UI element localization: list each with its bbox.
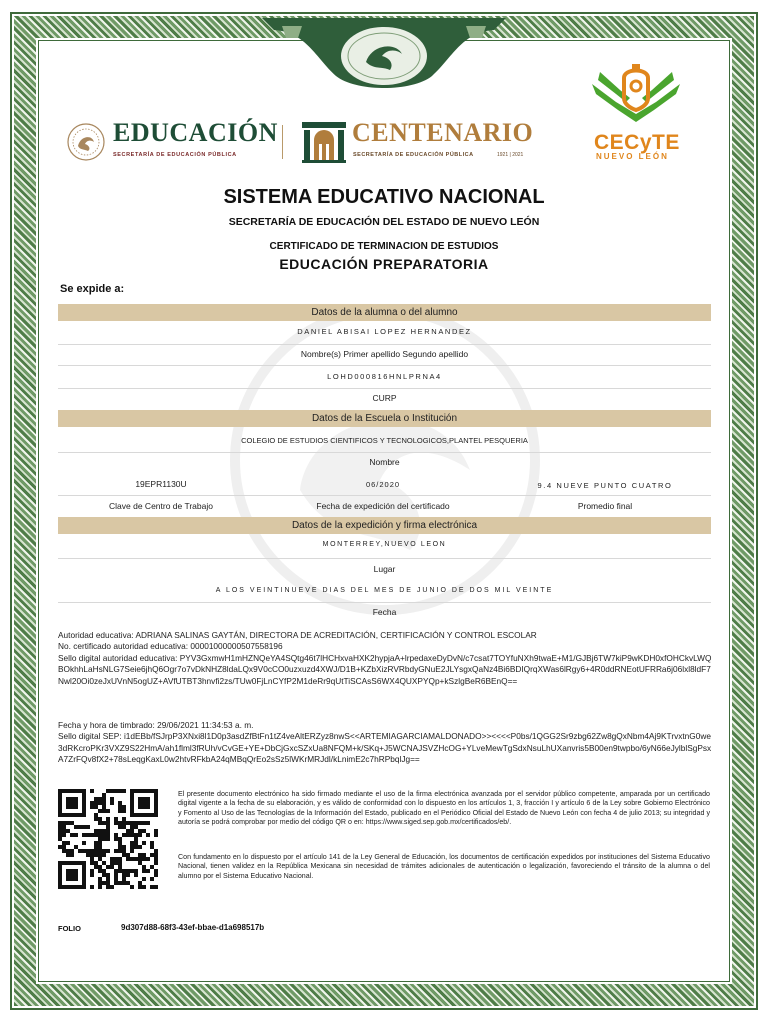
educacion-subtitle: SECRETARÍA DE EDUCACIÓN PÚBLICA <box>113 152 237 158</box>
secretaria-title: SECRETARÍA DE EDUCACIÓN DEL ESTADO DE NUEVO LEÓN <box>228 216 540 228</box>
authority-block <box>58 630 713 687</box>
row-divider <box>58 558 711 559</box>
authority-digital-seal: Sello digital autoridad educativa: PYV3GxmwH1mHZNQeYA4SQtg46t7lHCHxvaHXK2hypjaA+lrpedaxeDyDvN/c7csat7TOYfuNXh9twaE+M1/GJBj6TW7kiP9wKDH0xfOHCkvLWQBOkhhLaHsNLG7Seie6jhQ6Ogr7o7vDkNHZ8ldaLQx9V0cCO0uzxuzd4XWJ/D1B+KZbXizRVRbdyGNuE2JLYsgxQaNz4Bi6BDIQrqXWas6lRgy6+4R0ddRNEotUFRRa6j06lxl8ldF7Nwl20Oi0zeJxUVnN5ogUZ+AVfUTBT3hnvfi2zs/TUw0FjLnCYfP2M1deRr9qUtTiSCAsS6WX4QUXPYQp+kSzlgBeR6BEnQ== <box>58 652 712 686</box>
row-divider <box>58 365 711 366</box>
mexico-coat-of-arms-icon <box>66 120 106 164</box>
education-level-title: EDUCACIÓN PREPARATORIA <box>279 256 489 272</box>
row-divider <box>58 495 711 496</box>
student-section-header: Datos de la alumna o del alumno <box>58 304 711 321</box>
issue-date-text-label: Fecha <box>372 607 397 617</box>
legal-paragraph-validity: Con fundamento en lo dispuesto por el artículo 141 de la Ley General de Educación, los documentos de certificación expedidos por instituciones del Sistema Educativo Nacional, tienen validez en la República Mexicana sin necesidad de trámites adicionales de autenticación o legalización, favoreciendo el tránsito de la alumna o del alumno por el Sistema Educativo Nacional. <box>178 853 710 880</box>
issue-date-label: Fecha de expedición del certificado <box>316 501 450 511</box>
student-name-label: Nombre(s) Primer apellido Segundo apellido <box>300 349 469 359</box>
cecyte-book-logo-icon <box>588 64 684 128</box>
cct-value: 19EPR1130U <box>135 479 187 489</box>
cct-label: Clave de Centro de Trabajo <box>109 501 213 511</box>
stamp-block <box>58 720 713 766</box>
educacion-wordmark: EDUCACIÓN <box>113 118 278 147</box>
average-label: Promedio final <box>577 501 633 511</box>
certificate-title: CERTIFICADO DE TERMINACION DE ESTUDIOS <box>269 241 499 252</box>
average-value: 9.4 NUEVE PUNTO CUATRO <box>537 481 673 490</box>
sep-digital-seal: Sello digital SEP: i1dEBb/fSJrpP3XNxi8l1D0p3asdZfBtFn1tZ4veAltERZyz8nwS<<ARTEMIAGARCIAMALDONADO>><<<<P0bs/1QGG2Sr9zbg62Zw8gQxNbm4Aj9KTrvxtnG0we3dRKcroPKr3VXZ9S22HmA/ah1flml3fRUh/vCvGE+YE+DbCjGxcSZxUa8NFQM+k/SKq+J5WCNAJSVZHcOG+YLveMewTgSdxNsuLhUXanvris5B00en9twpbo/6yN66eJylblSgPsxA7ZrFQv8fX2+78sLeqgKaxL0w2htvRFkbA24qMBqQrEo2sSz5lWKrMRJdl/kLnimE2c7hRPbqlJg== <box>58 731 712 765</box>
authority-name: Autoridad educativa: ADRIANA SALINAS GAYTÁN, DIRECTORA DE ACREDITACIÓN, CERTIFICACIÓN Y CONTROL ESCOLAR <box>58 630 537 640</box>
issue-place-label: Lugar <box>373 564 396 574</box>
curp-value: LOHD000816HNLPRNA4 <box>327 372 442 381</box>
centenario-subtitle: SECRETARÍA DE EDUCACIÓN PÚBLICA <box>353 152 474 158</box>
centenario-building-icon <box>300 120 348 164</box>
row-divider <box>58 388 711 389</box>
cecyte-subtitle: NUEVO LEÓN <box>596 152 669 161</box>
stamp-datetime: Fecha y hora de timbrado: 29/06/2021 11:34:53 a. m. <box>58 720 254 730</box>
folio-label: FOLIO <box>58 924 81 933</box>
row-divider <box>58 452 711 453</box>
centenario-years: 1921 | 2021 <box>497 152 524 158</box>
cecyte-wordmark: CECyTE <box>594 131 680 154</box>
folio-value: 9d307d88-68f3-43ef-bbae-d1a698517b <box>121 923 265 932</box>
school-name-label: Nombre <box>369 457 400 467</box>
legal-paragraph-signature: El presente documento electrónico ha sido firmado mediante el uso de la firma electrónica avanzada por el servidor público competente, amparada por un certificado digital vigente a la fecha de su elaboración, y es válido de conformidad con lo dispuesto en los artículos 1, 3, fracción I y artículo 6 de la Ley sobre Gobierno Electrónico y Fomento al Uso de las Tecnologías de la Información del Estado, publicado en el Periódico Oficial del Estado de Nuevo León con fecha 4 de julio 2013; su integridad y autoría se podrá comprobar por medio del código QR o en: https://www.siged.sep.gob.mx/certificados/eb/. <box>178 790 710 826</box>
row-divider <box>58 344 711 345</box>
issue-place-value: MONTERREY,NUEVO LEON <box>322 541 447 548</box>
system-title: SISTEMA EDUCATIVO NACIONAL <box>223 186 545 208</box>
curp-label: CURP <box>372 393 397 403</box>
centenario-wordmark: CENTENARIO <box>352 118 534 147</box>
national-crest-emblem <box>262 18 506 94</box>
qr-code[interactable] <box>58 789 158 889</box>
issue-date-text-value: A LOS VEINTINUEVE DIAS DEL MES DE JUNIO DE DOS MIL VEINTE <box>215 587 554 594</box>
school-name-value: COLEGIO DE ESTUDIOS CIENTIFICOS Y TECNOLOGICOS,PLANTEL PESQUERIA <box>241 436 528 445</box>
school-section-header: Datos de la Escuela o Institución <box>58 410 711 427</box>
issue-section-header: Datos de la expedición y firma electrónica <box>58 517 711 534</box>
authority-certificate-number: No. certificado autoridad educativa: 00001000000507558196 <box>58 641 283 652</box>
issue-date-value: 06/2020 <box>365 480 401 489</box>
student-name-value: DANIEL ABISAI LOPEZ HERNANDEZ <box>297 327 472 336</box>
header-divider <box>282 125 283 159</box>
row-divider <box>58 602 711 603</box>
expide-label: Se expide a: <box>60 283 125 295</box>
